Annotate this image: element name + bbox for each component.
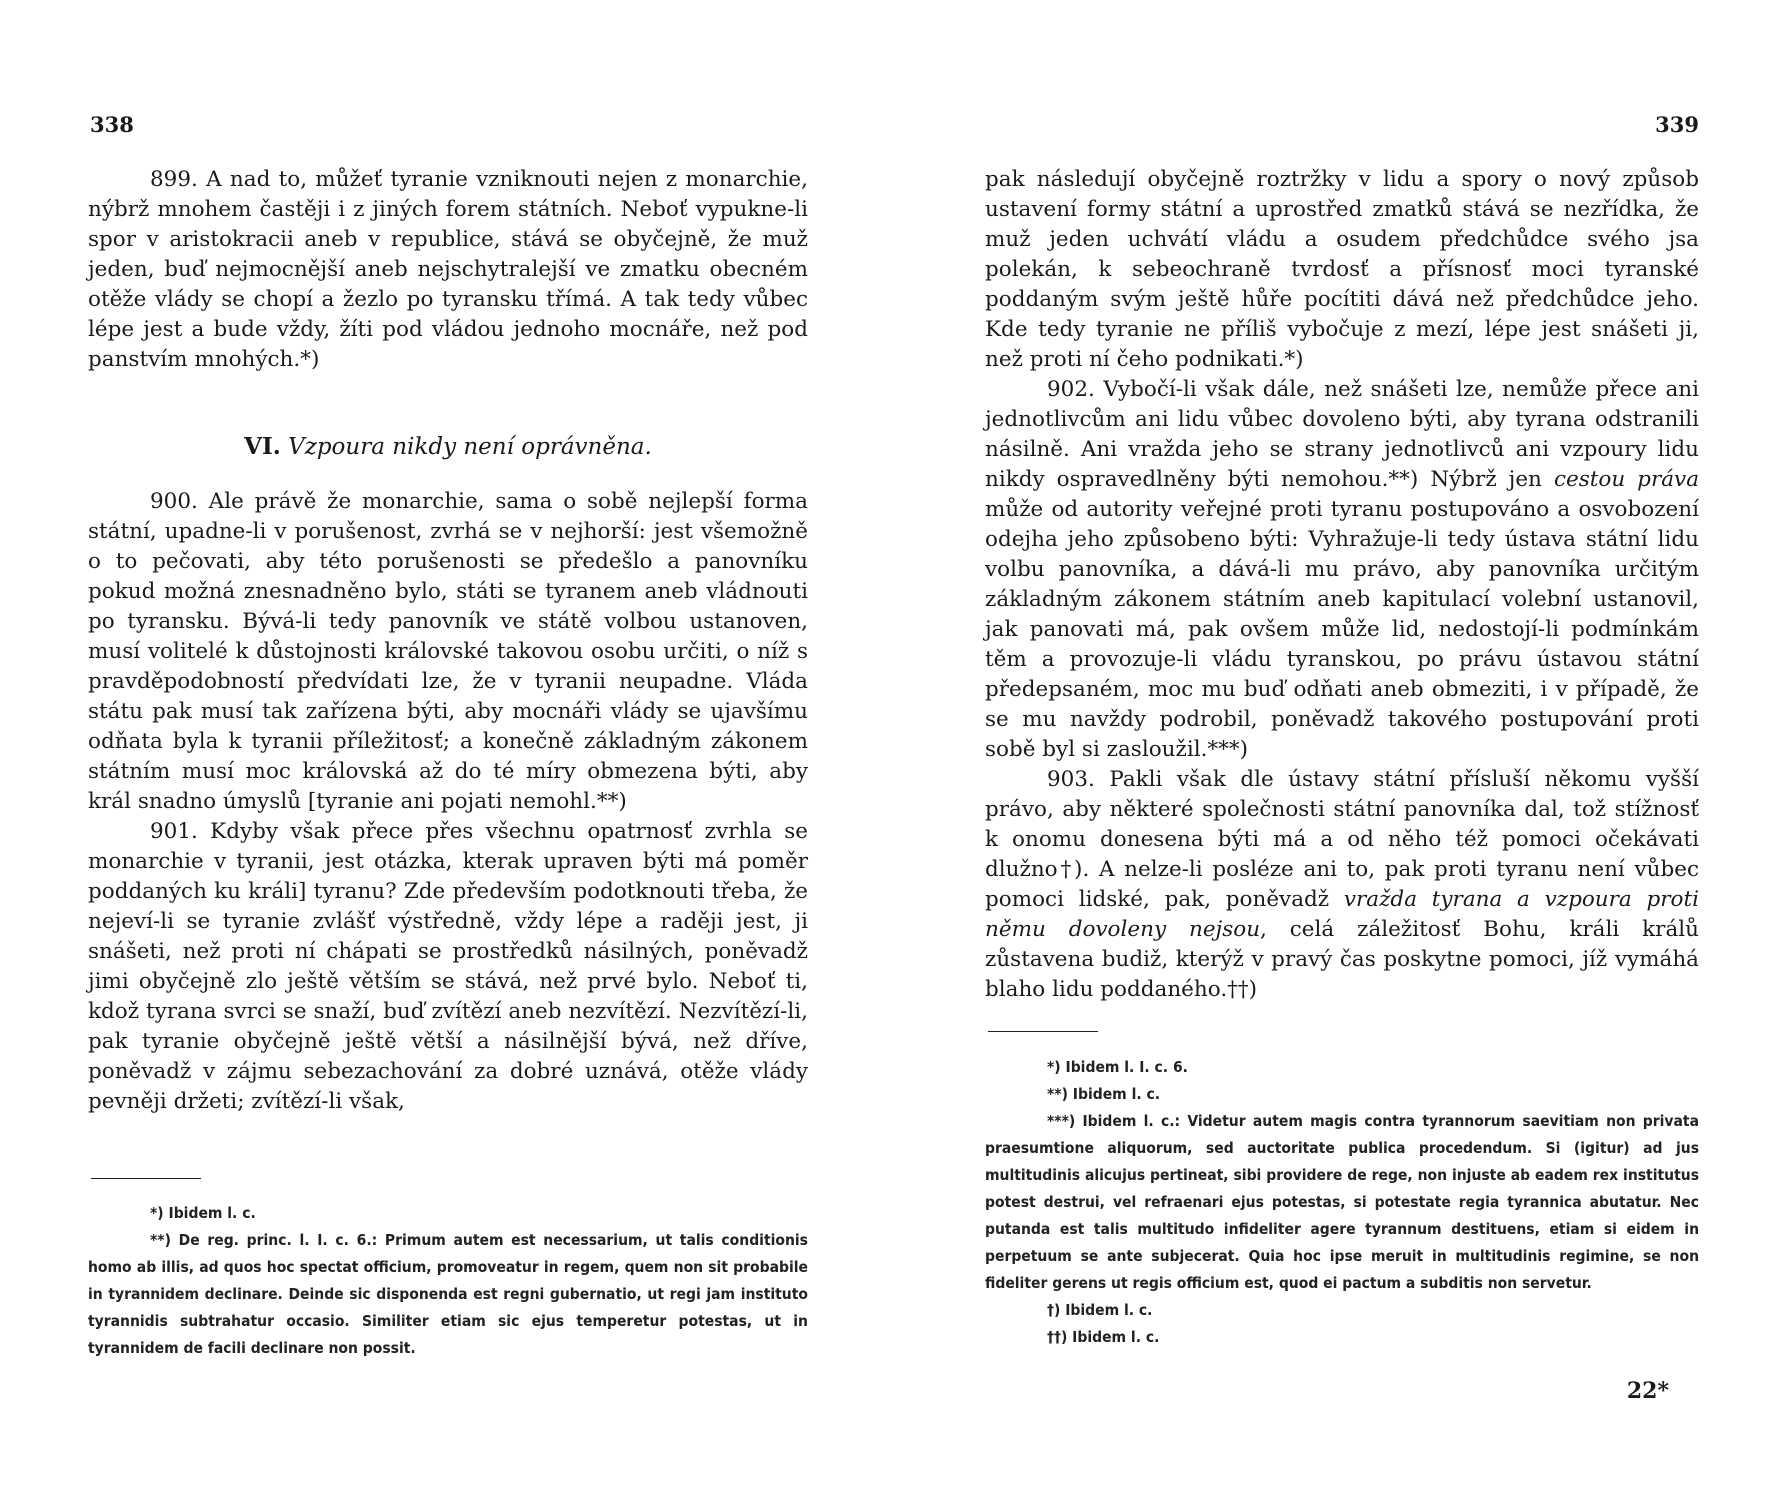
footnote: *) Ibidem l. c.	[150, 1204, 256, 1222]
paragraph-903	[985, 765, 1699, 1005]
page-number: 338	[90, 112, 134, 137]
signature-mark: 22*	[1626, 1378, 1669, 1404]
footnote: **) De reg. princ. l. I. c. 6.: Primum autem est necessarium, ut talis conditionis homo ab illis, ad quos hoc spectat officium, promoveatur in regem, quem non sit probabile in tyrannidem declinare. Deinde sic disponenda est regni gubernatio, ut regi jam instituto tyrannidis subtrahatur occasio. Similiter etiam sic ejus temperetur potestas, ut in tyrannidem de facili declinare non possit.	[88, 1231, 808, 1357]
footnote: ***) Ibidem l. c.: Videtur autem magis contra tyrannorum saevitiam non privata praesumtione aliquorum, sed auctoritate publica procedendum. Si (igitur) ad jus multitudinis alicujus pertineat, sibi providere de rege, non injuste ab eadem rex institutus potest destrui, vel refraenari ejus potestas, si potestate regia tyrannica abutatur. Nec putanda est talis multitudo infideliter agere tyrannum destituens, etiam si eidem in perpetuum se ante subjecerat. Quia hoc ipse meruit in multitudinis regimine, se non fideliter gerens ut regis officium est, quod ei pactum a subditis non servetur.	[985, 1112, 1699, 1292]
text-run: 902. Vybočí-li však dále, než snášeti lze, nemůže přece ani jednotlivcům ani lidu vůbec dovoleno býti, aby tyrana odstranili násilně. Ani vražda jeho se strany jednotlivců ani vzpoury lidu nikdy ospravedlněny býti nemohou.**) Nýbrž jen	[985, 377, 1699, 492]
text-block-lower	[88, 487, 808, 1117]
page-number: 339	[1655, 112, 1699, 137]
footnote-divider	[91, 1178, 201, 1179]
footnote: *) Ibidem l. I. c. 6.	[1047, 1058, 1188, 1076]
text-run: může od autority veřejné proti tyranu postupováno a osvobození odejha jeho způsobeno býti: Vyhražuje-li tedy ústava státní lidu volbu panovníka, a dává-li mu právo, aby panovníka určitým základným zákonem státním aneb kapitulací volební ustanovil, jak panovati má, pak ovšem může lid, nedostojí-li podmínkám těm a provozuje-li vládu tyranskou, po právu ústavou státní předepsaném, moc mu buď odňati aneb obmeziti, i v případě, že se mu navždy podrobil, poněvadž takového postupování proti sobě byl si zasloužil.***)	[985, 497, 1699, 762]
section-number: VI.	[244, 433, 281, 460]
section-title: Vzpoura nikdy není oprávněna.	[288, 434, 652, 460]
text-run: , celá záležitosť Bohu, králi králů zůstavena budiž, kterýž v pravý čas poskytne pomoci, jíž vymáhá blaho lidu poddaného.††)	[985, 917, 1699, 1002]
right-page	[985, 0, 1699, 1500]
footnotes	[985, 1054, 1699, 1351]
emphasis: vražda tyrana a vzpoura proti němu dovoleny nejsou	[985, 887, 1699, 942]
paragraph-902	[985, 375, 1699, 765]
section-heading	[88, 433, 808, 460]
paragraph-900: 900. Ale právě že monarchie, sama o sobě nejlepší forma státní, upadne-li v porušenost, zvrhá se v nejhorší: jest všemožně o to pečovati, aby této porušenosti se předešlo a panovníku pokud možná znesnadněno bylo, státi se tyranem aneb vládnouti po tyransku. Bývá-li tedy panovník ve státě volbou ustanoven, musí volitelé k důstojnosti královské takovou osobu určiti, o níž s pravděpodobností předvídati lze, že v tyranii neupadne. Vláda státu pak musí tak zařízena býti, aby mocnáři vlády se ujavšímu odňata byla k tyranii příležitosť; a konečně základným zákonem státním musí moc královská až do té míry obmezena býti, aby král snadno úmyslů [tyranie ani pojati nemohl.**)	[88, 489, 808, 814]
paragraph-continued: pak následují obyčejně roztržky v lidu a spory o nový způsob ustavení formy státní a uprostřed zmatků stává se nezřídka, že muž jeden uchvátí vládu a osudem předchůdce svého jsa polekán, k sebeochraně tvrdosť a přísnosť moci tyranské poddaným svým ještě hůře pocítiti dává než předchůdce jeho. Kde tedy tyranie ne příliš vybočuje z mezí, lépe jest snášeti ji, než proti ní čeho podnikati.*)	[985, 167, 1699, 372]
footnote: ††) Ibidem l. c.	[1047, 1328, 1160, 1346]
text-block-upper	[88, 165, 808, 375]
text-run: 903. Pakli však dle ústavy státní přísluší někomu vyšší právo, aby některé společnosti státní panovníka dal, tož stížnosť k onomu donesena býti má a od něho též pomoci očekávati dlužno†). A nelze-li posléze ani to, pak proti tyranu není vůbec pomoci lidské, pak, poněvadž	[985, 767, 1699, 912]
footnotes	[88, 1200, 808, 1362]
footnote: **) Ibidem l. c.	[1047, 1085, 1161, 1103]
paragraph-901: 901. Kdyby však přece přes všechnu opatrnosť zvrhla se monarchie v tyranii, jest otázka, kterak upraven býti má poměr poddaných ku králi] tyranu? Zde především podotknouti třeba, že nejeví-li se tyranie zvlášť výstředně, vždy lépe a raději jest, ji snášeti, než proti ní chápati se prostředků násilných, poněvadž jimi obyčejně zlo ještě větším se stává, než prvé bylo. Neboť ti, kdož tyrana svrci se snaží, buď zvítězí aneb nezvítězí. Nezvítězí-li, pak tyranie obyčejně ještě větší a násilnější bývá, než dříve, poněvadž v zájmu sebezachování za dobré uznává, otěže vlády pevněji držeti; zvítězí-li však,	[88, 819, 808, 1114]
paragraph-899: 899. A nad to, můžeť tyranie vzniknouti nejen z monarchie, nýbrž mnohem častěji i z jiných forem státních. Neboť vypukne-li spor v aristokracii aneb v republice, stává se obyčejně, že muž jeden, buď nejmocnější aneb nejschytralejší ve zmatku obecném otěže vlády se chopí a žezlo po tyransku třímá. A tak tedy vůbec lépe jest a bude vždy, žíti pod vládou jednoho mocnáře, než pod panstvím mnohých.*)	[88, 167, 808, 372]
footnote: †) Ibidem l. c.	[1047, 1301, 1153, 1319]
emphasis: cestou práva	[1553, 467, 1700, 492]
left-page	[88, 0, 808, 1500]
footnote-divider	[988, 1031, 1098, 1032]
text-block	[985, 165, 1699, 1005]
